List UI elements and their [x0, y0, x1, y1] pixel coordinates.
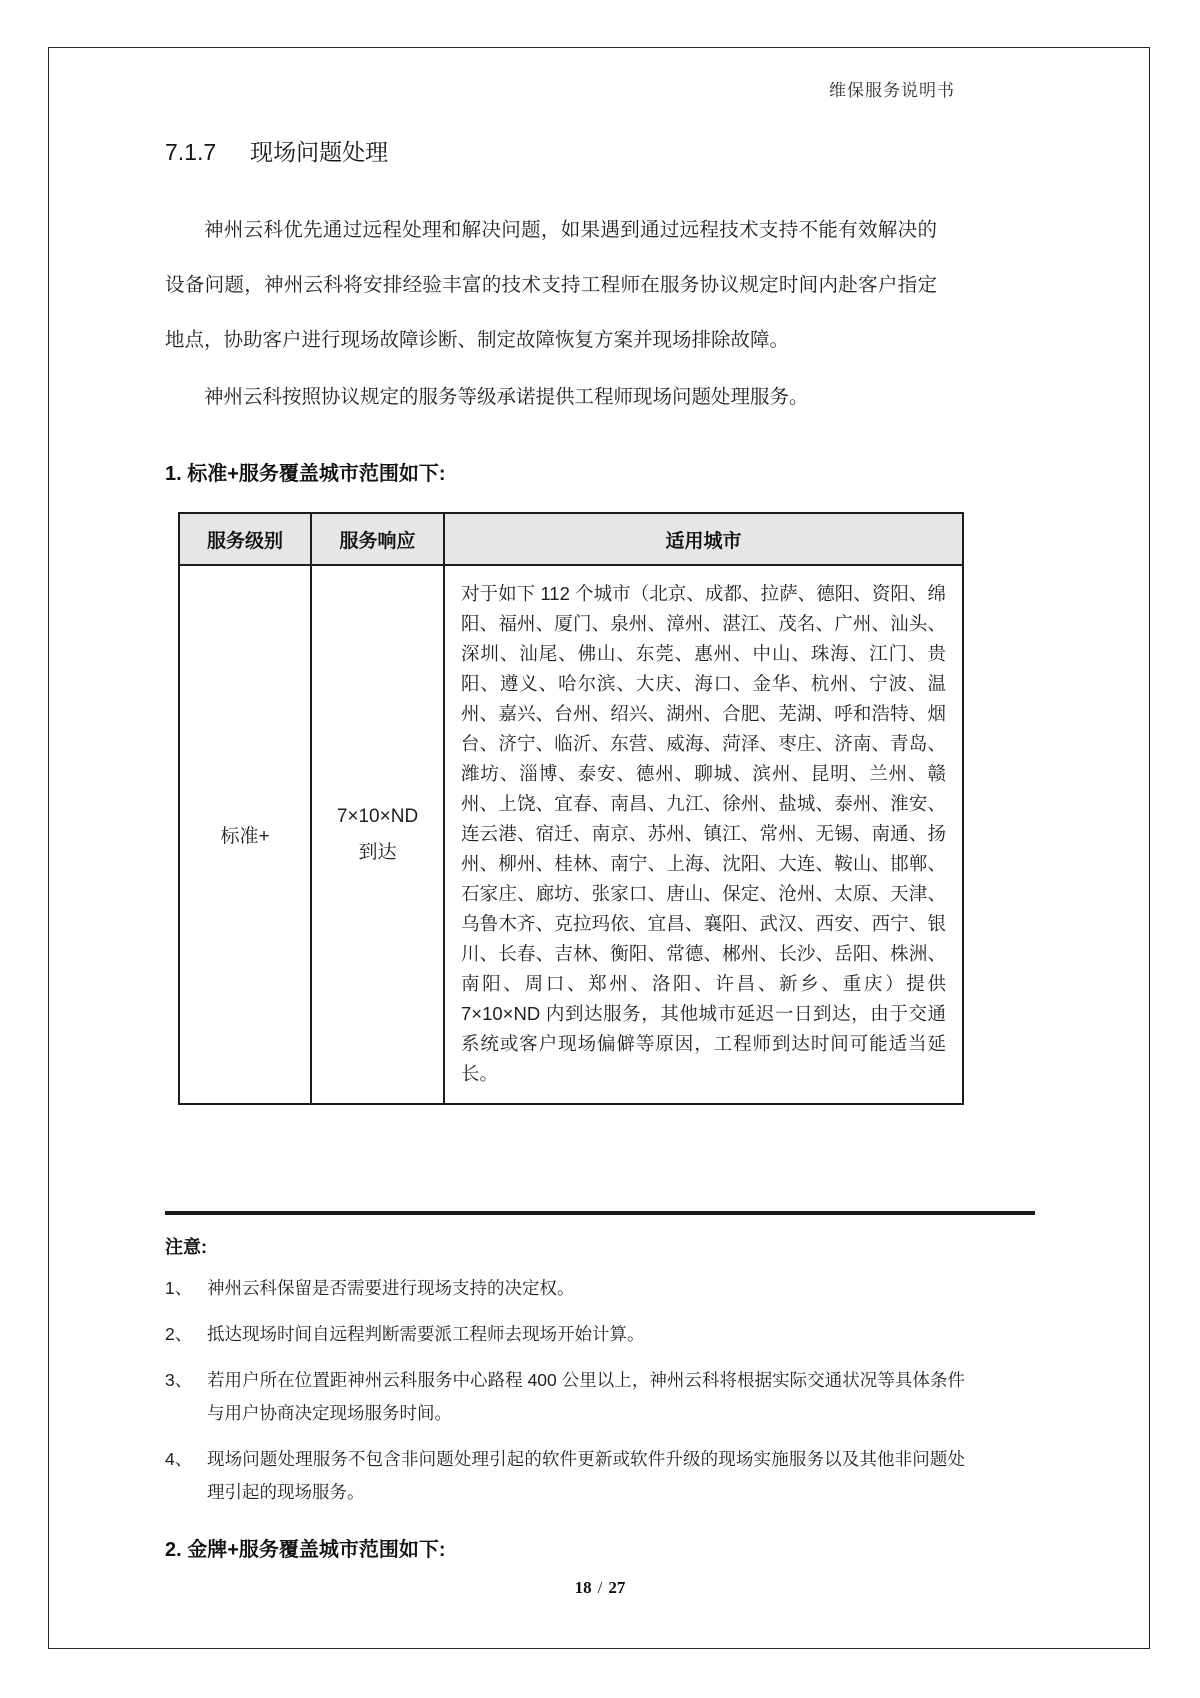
header-doc-title: 维保服务说明书	[829, 81, 955, 100]
service-coverage-table	[178, 512, 964, 1105]
col-header-service-response: 服务响应	[311, 513, 444, 565]
col-header-service-level: 服务级别	[179, 513, 311, 565]
notes-label: 注意:	[165, 1237, 207, 1257]
note-number: 1、	[165, 1278, 193, 1298]
table-header-row	[179, 513, 963, 565]
response-line-1: 7×10×ND	[336, 805, 419, 827]
cell-applicable-cities: 对于如下 112 个城市（北京、成都、拉萨、德阳、资阳、绵阳、福州、厦门、泉州、漳州、湛江、茂名、广州、汕头、深圳、汕尾、佛山、东莞、惠州、中山、珠海、江门、贵阳、遵义、哈尔滨、大庆、海口、金华、杭州、宁波、温州、嘉兴、台州、绍兴、湖州、合肥、芜湖、呼和浩特、烟台、济宁、临沂、东营、威海、菏泽、枣庄、济南、青岛、潍坊、淄博、泰安、德州、聊城、滨州、昆明、兰州、赣州、上饶、宜春、南昌、九江、徐州、盐城、泰州、淮安、连云港、宿迁、南京、苏州、镇江、常州、无锡、南通、扬州、柳州、桂林、南宁、上海、沈阳、大连、鞍山、邯郸、石家庄、廊坊、张家口、唐山、保定、沧州、太原、天津、乌鲁木齐、克拉玛依、宜昌、襄阳、武汉、西安、西宁、银川、长春、吉林、衡阳、常德、郴州、长沙、岳阳、株洲、南阳、周口、郑州、洛阳、许昌、新乡、重庆）提供 7×10×ND 内到达服务，其他城市延迟一日到达，由于交通系统或客户现场偏僻等原因，工程师到达时间可能适当延长。	[444, 565, 963, 1104]
response-line-2: 到达	[358, 841, 397, 863]
section-heading	[165, 134, 1037, 167]
section-number: 7.1.7	[165, 139, 217, 165]
note-number: 4、	[165, 1449, 193, 1469]
note-item-4	[165, 1443, 965, 1509]
page-content	[165, 134, 1037, 1562]
cell-service-level: 标准+	[179, 565, 311, 1104]
paragraph-intro: 神州云科优先通过远程处理和解决问题，如果遇到通过远程技术支持不能有效解决的设备问题，神州云科将安排经验丰富的技术支持工程师在服务协议规定时间内赴客户指定地点，协助客户进行现场故障诊断、制定故障恢复方案并现场排除故障。	[165, 219, 937, 351]
note-item-1	[165, 1272, 965, 1305]
notes-list	[165, 1272, 1037, 1509]
footer-separator: /	[597, 1578, 603, 1597]
note-text: 现场问题处理服务不包含非问题处理引起的软件更新或软件升级的现场实施服务以及其他非问题处理引起的现场服务。	[207, 1449, 965, 1502]
list-heading-gold-plus: 2. 金牌+服务覆盖城市范围如下:	[165, 1539, 446, 1561]
section-title: 现场问题处理	[250, 139, 389, 165]
paragraph-commitment: 神州云科按照协议规定的服务等级承诺提供工程师现场问题处理服务。	[204, 386, 809, 408]
col-header-applicable-cities: 适用城市	[444, 513, 963, 565]
page-header	[165, 76, 955, 101]
note-number: 2、	[165, 1324, 193, 1344]
note-text: 神州云科保留是否需要进行现场支持的决定权。	[207, 1278, 575, 1298]
page-footer	[0, 1578, 1200, 1598]
note-item-3	[165, 1364, 965, 1430]
footer-page-number: 18	[574, 1578, 592, 1597]
note-item-2	[165, 1318, 965, 1351]
note-number: 3、	[165, 1370, 193, 1390]
list-heading-standard-plus: 1. 标准+服务覆盖城市范围如下:	[165, 463, 446, 485]
table-row	[179, 565, 963, 1104]
divider-rule	[165, 1211, 1035, 1215]
note-text: 抵达现场时间自远程判断需要派工程师去现场开始计算。	[207, 1324, 645, 1344]
footer-total-pages: 27	[608, 1578, 626, 1597]
cell-service-response	[311, 565, 444, 1104]
note-text: 若用户所在位置距神州云科服务中心路程 400 公里以上，神州云科将根据实际交通状况等具体条件与用户协商决定现场服务时间。	[207, 1370, 965, 1423]
